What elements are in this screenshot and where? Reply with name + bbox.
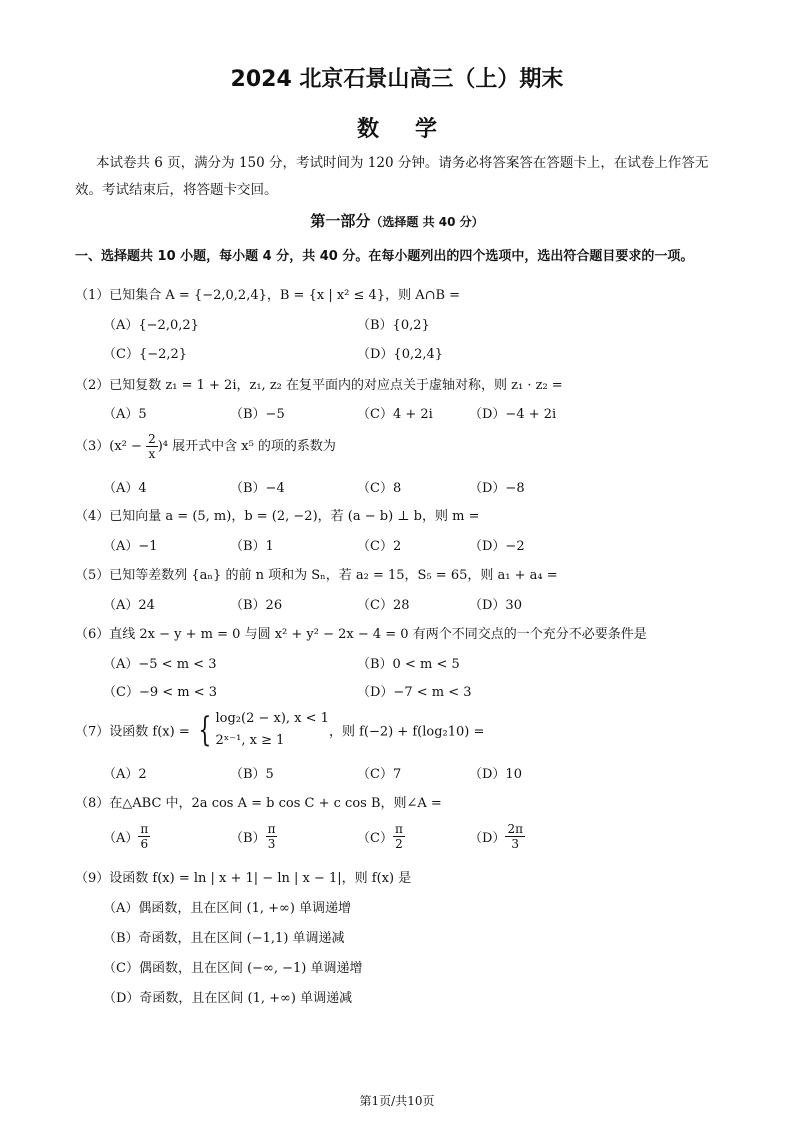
question-text: 设函数 f(x) = ln | x + 1| − ln | x − 1|，则 f(x) 是 [109, 871, 412, 886]
option-c: （C）偶函数，且在区间 (−∞, −1) 单调递增 [103, 961, 363, 976]
fraction [266, 822, 278, 851]
option-a: （A）偶函数，且在区间 (1, +∞) 单调递增 [103, 901, 352, 916]
fraction-denominator: 3 [511, 837, 520, 851]
option-d: （D）30 [469, 598, 522, 613]
fraction-denominator: 6 [140, 837, 149, 851]
option-a: （A）5 [103, 407, 147, 422]
option-a: （A）4 [103, 481, 147, 496]
option-b: （B）−5 [230, 407, 285, 422]
question-number: （7） [75, 724, 110, 740]
option-a: （A）24 [103, 598, 155, 613]
section-note: （选择题 共 40 分） [370, 215, 484, 229]
section-title: 第一部分 [310, 212, 371, 230]
question-text: 已知集合 A = {−2,0,2,4}，B = {x | x² ≤ 4}，则 A∩B = [109, 288, 461, 303]
option-d: （D）{0,2,4} [357, 347, 444, 362]
question-number: （2） [75, 378, 110, 393]
option-a: （A）2 [103, 767, 147, 782]
question-text: 直线 2x − y + m = 0 与圆 x² + y² − 2x − 4 = 0 有两个不同交点的一个充分不必要条件是 [109, 627, 647, 642]
option-a: （A）−1 [103, 539, 158, 554]
question-number: （4） [75, 509, 110, 524]
question-number: （3） [75, 439, 110, 454]
option-a: （A）−5 < m < 3 [103, 657, 217, 672]
question-7 [75, 708, 484, 752]
option-c: （C）4 + 2i [357, 407, 433, 422]
fraction-numerator: π [394, 822, 403, 836]
case-2: 2ˣ⁻¹, x ≥ 1 [215, 733, 285, 748]
fraction-denominator: 3 [267, 837, 276, 851]
question-3 [75, 432, 336, 461]
question-6 [75, 623, 647, 642]
fraction [146, 432, 158, 461]
option-label: （B） [230, 831, 266, 846]
question-text-pre: (x² − [109, 439, 147, 454]
question-text-post: ，则 f(−2) + f(log₂10) = [328, 724, 485, 740]
option-c: （C）2 [357, 539, 402, 554]
option-d [469, 822, 525, 851]
intro-line-2: 效。考试结束后，将答题卡交回。 [75, 182, 278, 198]
option-d: （D）−4 + 2i [469, 407, 557, 422]
option-b: （B）0 < m < 5 [357, 657, 460, 672]
question-number: （8） [75, 796, 110, 811]
question-text: 已知复数 z₁ = 1 + 2i，z₁, z₂ 在复平面内的对应点关于虚轴对称，则 z₁ · z₂ = [109, 378, 563, 393]
option-label: （D） [469, 831, 506, 846]
question-number: （6） [75, 627, 110, 642]
section-heading [0, 210, 794, 231]
question-text: 在△ABC 中，2a cos A = b cos C + c cos B，则∠A = [109, 796, 442, 811]
option-b: （B）5 [230, 767, 274, 782]
option-label: （A） [103, 831, 139, 846]
case-1: log₂(2 − x), x < 1 [215, 711, 329, 726]
fraction [393, 822, 405, 851]
option-b: （B）−4 [230, 481, 285, 496]
option-c: （C）−9 < m < 3 [103, 685, 218, 700]
option-c: （C）{−2,2} [103, 347, 188, 362]
fraction-denominator: 2 [395, 837, 403, 851]
question-9 [75, 867, 411, 886]
question-number: （9） [75, 871, 110, 886]
option-d: （D）10 [469, 767, 522, 782]
question-text: 已知向量 a = (5, m)，b = (2, −2)，若 (a − b) ⊥ b，则 m = [109, 509, 480, 524]
option-c: （C）8 [357, 481, 402, 496]
question-4 [75, 505, 479, 524]
page-title: 2024 北京石景山高三（上）期末 [230, 67, 564, 92]
question-number: （1） [75, 288, 110, 303]
question-text: 已知等差数列 {aₙ} 的前 n 项和为 Sₙ，若 a₂ = 15，S₅ = 65，则 a₁ + a₄ = [109, 568, 558, 583]
fraction-numerator: 2π [507, 822, 523, 836]
option-a: （A）{−2,0,2} [103, 318, 199, 333]
option-c: （C）7 [357, 767, 402, 782]
instruction: 一、选择题共 10 小题，每小题 4 分，共 40 分。在每小题列出的四个选项中，选出符合题目要求的一项。 [75, 249, 694, 264]
fraction [138, 822, 150, 851]
option-b [230, 822, 277, 851]
option-a [103, 822, 150, 851]
question-1 [75, 284, 460, 303]
option-c: （C）28 [357, 598, 410, 613]
fraction-numerator: 2 [148, 432, 156, 446]
question-number: （5） [75, 568, 110, 583]
question-2 [75, 374, 563, 393]
subject-title: 数学 [356, 117, 473, 142]
question-8 [75, 792, 442, 811]
question-text-pre: 设函数 f(x) = [109, 724, 194, 740]
fraction [505, 822, 525, 851]
option-d: （D）奇函数，且在区间 (1, +∞) 单调递减 [103, 991, 353, 1006]
fraction-numerator: π [140, 822, 149, 836]
fraction-numerator: π [267, 822, 276, 836]
question-5 [75, 564, 558, 583]
option-b: （B）{0,2} [357, 318, 430, 333]
option-label: （C） [357, 831, 393, 846]
piecewise-cases [216, 708, 329, 752]
option-b: （B）26 [230, 598, 283, 613]
fraction-denominator: x [148, 447, 156, 461]
page-footer: 第1页/共10页 [359, 1094, 435, 1108]
option-c [357, 822, 405, 851]
option-d: （D）−7 < m < 3 [357, 685, 472, 700]
intro-line-1: 本试卷共 6 页，满分为 150 分，考试时间为 120 分钟。请务必将答案答在答题卡上，在试卷上作答无 [96, 155, 709, 171]
option-d: （D）−8 [469, 481, 525, 496]
option-d: （D）−2 [469, 539, 525, 554]
option-b: （B）1 [230, 539, 274, 554]
option-b: （B）奇函数，且在区间 (−1,1) 单调递减 [103, 931, 345, 946]
question-text-post: )⁴ 展开式中含 x⁵ 的项的系数为 [157, 439, 336, 454]
brace-symbol: { [198, 710, 212, 750]
